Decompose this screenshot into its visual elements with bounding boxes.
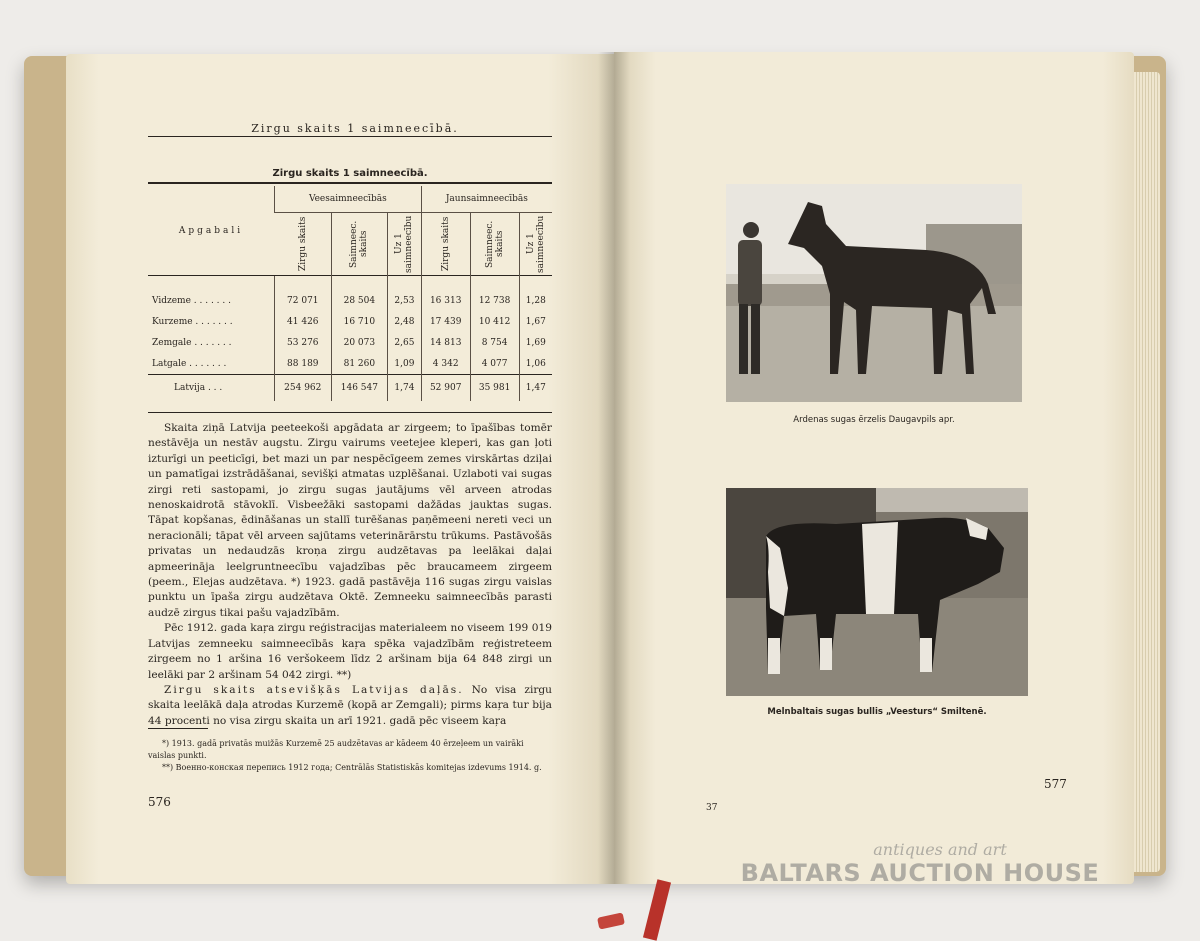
col-horses-new: Zirgu skaits [421,213,470,276]
page-number-left: 576 [148,795,171,809]
caption-bull: Melnbaltais sugas bullis „Veesturs“ Smiltenē. [767,707,987,717]
footnote: **) Военно-конская перепись 1912 года; Centrālās Statistiskās komitejas izdevums 1914. g. [162,763,542,772]
table-row: Zemgale . . . . . . . 53 276 20 073 2,65 14 813 8 754 1,69 [148,332,552,353]
footnotes [148,738,552,774]
col-farms-old: Saimneec. skaits [331,213,388,276]
horse-count-table [148,186,552,401]
table-total-row: Latvija . . . 254 962 146 547 1,74 52 907 35 981 1,47 [148,375,552,402]
photo-horse [726,184,1022,402]
col-per-old: Uz 1 saimneecību [388,213,422,276]
table-row: Kurzeme . . . . . . . 41 426 16 710 2,48 17 439 10 412 1,67 [148,311,552,332]
header-apgabali: Apgabali [148,186,275,276]
footnote-rule [148,728,208,729]
header-group-new: Jaunsaimneecībās [421,186,552,213]
page-edges [1134,72,1160,872]
signature-mark: 37 [706,803,718,813]
table-top-rule [148,182,552,184]
caption-horse: Ardenas sugas ērzelis Daugavpils apr. [793,415,955,425]
bookmark-ribbon-end [597,912,625,929]
body-text [148,421,552,729]
paragraph: Zirgu skaits atsevišķās Latvijas daļās. No visa zirgu skaita leelākā daļa atrodas Kurzemē (kopā ar Zemgali); pirms kaŗa tur bija 44 procenti no visa zirgu skaita un arī 1921. gadā pēc viseem kaŗa [148,683,552,727]
right-page [614,52,1134,884]
footnote: *) 1913. gadā privatās muižās Kurzemē 25 audzētavas ar kādeem 40 ērzeļeem un vairāki vaislas punkti. [148,739,524,760]
head-rule [148,136,552,137]
col-per-new: Uz 1 saimneecību [519,213,552,276]
paragraph: Skaita ziņā Latvija peeteekoši apgādata ar zirgeem; to īpašības tomēr nestāvēja un nestāv augstu. Zirgu vairums veetejee kleperi, kas gan ļoti izturīgi un peeticīgi, bet mazi un par nespēcīgeem zemes virskārtas dziļai un pamatīgai izstrādāšanai, sevišķi atmatas uzplēšanai. Uzlaboti vai sugas zirgi reti sastopami, jo zirgu sugas jautājums vēl arveen atrodas nenoskaidrotā stāvoklī. Visbeežāki sastopami dažādas jauktas sugas. Tāpat kopšanas, ēdināšanas un stallī turēšanas paņēmeeni nereti veci un neracionāli; tāpat vēl arveen sajūtams veterinārārstu trūkums. Pastāvošās privatas un nedaudzās kroņa zirgu audzētavas pa leelākai daļai apmeerināja leelgruntneecību vajadzības pēc braucameem zirgeem (peem., Elejas audzētava. *) 1923. gadā pastāvēja 116 sugas zirgu vaislas punktu un īpaša zirgu audzētava Oktē. Zemneeku saimneecībās parasti audzē zirgus tikai pašu vajadzībām. [148,422,552,619]
page-number-right: 577 [1044,777,1067,791]
table-row: Vidzeme . . . . . . . 72 071 28 504 2,53 16 313 12 738 1,28 [148,276,552,312]
col-horses-old: Zirgu skaits [297,216,308,272]
spine-shadow [598,52,630,884]
table-bottom-rule [148,412,552,413]
watermark [720,840,1120,887]
running-head: Zirgu skaits 1 saimneecībā. [251,122,459,135]
paragraph: Pēc 1912. gada kaŗa zirgu reģistracijas materialeem no viseem 199 019 Latvijas zemneeku saimneecībās kaŗa spēka vajadzībām reģistreteem zirgeem no 1 aršina 16 veršokeem līdz 2 aršinam bija 64 848 zirgi un leelāki par 2 aršinam 54 042 zirgi. **) [148,622,552,681]
bookmark-ribbon [643,879,671,941]
watermark-tagline: antiques and art [873,840,1007,859]
col-farms-new: Saimneec. skaits [470,213,519,276]
header-group-old: Veesaimneecībās [275,186,422,213]
table-row: Latgale . . . . . . . 88 189 81 260 1,09 4 342 4 077 1,06 [148,353,552,375]
table-title: Zirgu skaits 1 saimneecībā. [272,168,428,179]
photo-bull [726,488,1028,696]
watermark-brand: BALTARS AUCTION HOUSE [740,859,1100,887]
